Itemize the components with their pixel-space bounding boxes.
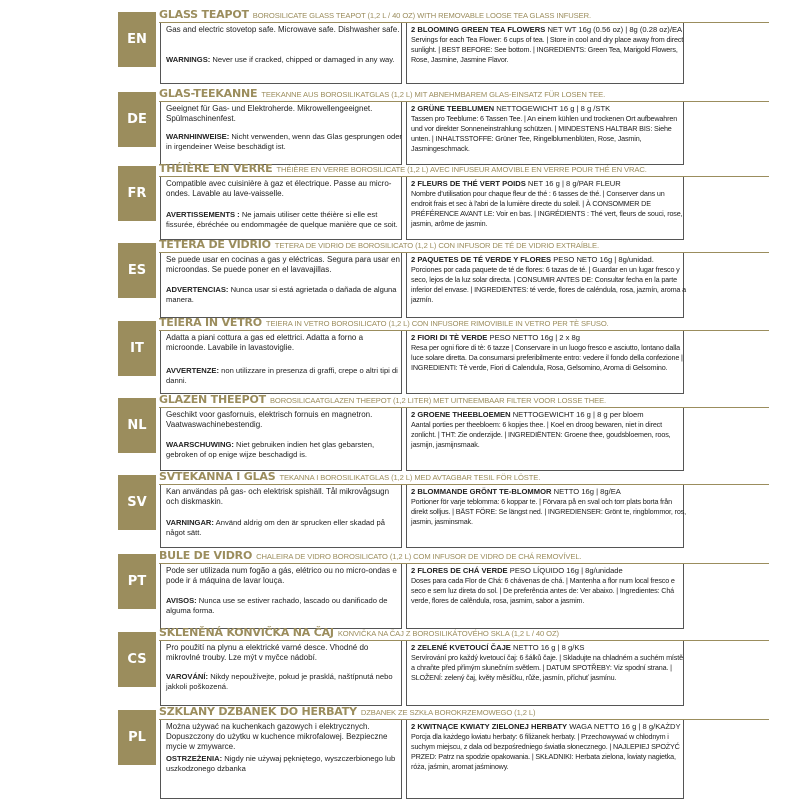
warning-text	[166, 672, 404, 692]
product-name: 2 KWITNĄCE KWIATY ZIELONEJ HERBATY	[411, 722, 568, 731]
product-title: GLAZEN THEEPOT	[159, 393, 266, 406]
warning-label: WAARSCHUWING:	[166, 440, 234, 449]
section-title	[159, 393, 769, 407]
usage-text: Kan användas på gas- och elektrisk spishäll. Tål mikrovågsugn och diskmaskin.	[166, 487, 390, 506]
warning-label: ADVERTENCIAS:	[166, 285, 229, 294]
product-details: Servírování pro každý kvetoucí čaj: 6 šálků čaje. | Skladujte na chladném a suchém místě a chraňte před přímým slunečním světlem. | DATUM SPOTŘEBY: Viz spodní strana. | SLOŽENÍ: zelený čaj, květy měsíčku, růže, jasmín, příchuť jasmínu.	[411, 653, 683, 682]
warning-label: AVERTISSEMENTS :	[166, 210, 240, 219]
language-badge: CS	[118, 632, 156, 687]
product-subtitle: TEEKANNE AUS BOROSILIKATGLAS (1,2 L) MIT ABNEHMBAREM GLAS-EINSATZ FÜR LOSEN TEE.	[261, 90, 606, 99]
usage-text: Można używać na kuchenkach gazowych i elektrycznych. Dopuszczony do użytku w kuchence mikrofalowej. Bezpieczne mycie w zmywarce.	[166, 722, 388, 751]
warning-label: AVVERTENZE:	[166, 366, 220, 375]
product-title: TEIERA IN VETRO	[159, 316, 262, 329]
section-title	[159, 316, 769, 330]
product-quantity: NET 16 g | 8 g/PAR FLEUR	[527, 179, 621, 188]
product-title: BULE DE VIDRO	[159, 549, 253, 562]
product-details: Tassen pro Teeblume: 6 Tassen Tee. | An einem kühlen und trockenen Ort aufbewahren und vor direkter Sonneneinstrahlung schützen. | MINDESTENS HALTBAR BIS: Siehe unten. | INHALTSSTOFFE: Grüner Tee, Ringelblumenblüten, Rose, Jasmin, Jasmingeschmack.	[411, 114, 678, 153]
product-name: 2 PAQUETES DE TÉ VERDE Y FLORES	[411, 255, 552, 264]
warning-label: OSTRZEŻENIA:	[166, 754, 223, 763]
warning-label: WARNINGS:	[166, 55, 211, 64]
language-badge: SV	[118, 475, 156, 530]
warning-text	[166, 440, 404, 460]
product-details: Porcja dla każdego kwiatu herbaty: 6 filiżanek herbaty. | Przechowywać w chłodnym i suchym miejscu, z dala od bezpośredniego światła słonecznego. | NAJLEPIEJ SPOŻYĆ PRZED: Patrz na spodzie opakowania. | SKŁADNIKI: Herbata zielona, kwiaty nagietka, róża, jaśmin, aromat jaśminowy.	[411, 732, 680, 771]
section-title	[159, 8, 769, 22]
product-name: 2 FIORI DI TÈ VERDE	[411, 333, 488, 342]
language-badge: NL	[118, 398, 156, 453]
usage-text: Gas and electric stovetop safe. Microwave safe. Dishwasher safe.	[166, 25, 400, 34]
product-subtitle: TEKANNA I BOROSILIKATGLAS (1,2 L) MED AVTAGBAR TESIL FÖR LÖSTE.	[279, 473, 541, 482]
usage-text: Pode ser utilizada num fogão a gás, elétrico ou no micro-ondas e pode ir á máquina de lavar louça.	[166, 566, 397, 585]
product-quantity: PESO NETO 16g | 8g/unidad.	[553, 255, 654, 264]
warning-body: Ne jamais utiliser cette théière si elle est fissurée, ébréchée ou endommagée de quelque manière que ce soit.	[166, 210, 398, 229]
product-quantity: NETTO 16 g | 8 g/KS	[513, 643, 585, 652]
product-subtitle: THÉIÈRE EN VERRE BOROSILICATE (1,2 L) AVEC INFUSEUR AMOVIBLE EN VERRE POUR THÉ EN VRAC.	[276, 165, 647, 174]
product-title: GLASS TEAPOT	[159, 8, 249, 21]
product-quantity: NETTOGEWICHT 16 g | 8 g /STK	[496, 104, 611, 113]
warning-body: Använd aldrig om den är sprucken eller skadad på något sätt.	[166, 518, 385, 537]
product-subtitle: CHALEIRA DE VIDRO BOROSILICATO (1,2 L) COM INFUSOR DE VIDRO DE CHÁ REMOVÍVEL.	[256, 552, 582, 561]
product-details: Nombre d'utilisation pour chaque fleur de thé : 6 tasses de thé. | Conserver dans un endroit frais et sec à l'abri de la lumière directe du soleil. | À CONSOMMER DE PRÉFÉRENCE AVANT LE: Voir en bas. | INGRÉDIENTS : Thé vert, fleurs de souci, rose, jasmin, arôme de jasmin.	[411, 189, 683, 228]
product-info	[411, 333, 686, 373]
product-info	[411, 104, 686, 154]
usage-text: Geeignet für Gas- und Elektroherde. Mikrowellengeeignet. Spülmaschinenfest.	[166, 104, 373, 123]
product-subtitle: DZBANEK ZE SZKŁA BOROKRZEMOWEGO (1,2 L)	[360, 708, 536, 717]
warning-label: AVISOS:	[166, 596, 197, 605]
product-name: 2 GRÜNE TEEBLUMEN	[411, 104, 495, 113]
language-badge: FR	[118, 166, 156, 221]
warning-body: Nunca usar si está agrietada o dañada de alguna manera.	[166, 285, 397, 304]
warning-body: non utilizzare in presenza di graffi, crepe o altri tipi di danni.	[166, 366, 398, 385]
warning-label: VARNINGAR:	[166, 518, 214, 527]
warning-text	[166, 55, 404, 65]
product-info	[411, 643, 686, 683]
section-title	[159, 705, 769, 719]
product-quantity: NETTO 16g | 8g/EA	[553, 487, 621, 496]
product-quantity: PESO LÍQUIDO 16g | 8g/unidade	[509, 566, 623, 575]
warning-text	[166, 132, 404, 152]
product-quantity: NETTOGEWICHT 16 g | 8 g per bloem	[512, 410, 644, 419]
product-name: 2 FLORES DE CHÁ VERDE	[411, 566, 508, 575]
product-details: Doses para cada Flor de Chá: 6 chávenas de chá. | Mantenha a flor num local fresco e seco e sem luz direta do sol. | De preferência antes de: Ver abaixo. | Ingredientes: Chá verde, flores de calêndula, rosa, jasmim, sabor a jasmim.	[411, 576, 675, 605]
warning-text	[166, 210, 404, 230]
product-details: Servings for each Tea Flower: 6 cups of tea. | Store in cool and dry place away from direct sunlight. | BEST BEFORE: See bottom. | INGREDIENTS: Green Tea, Marigold Flowers, Rose, Jasmine, Jasmine Flavor.	[411, 35, 684, 64]
language-badge: DE	[118, 92, 156, 147]
product-info	[411, 487, 686, 527]
product-details: Porciones por cada paquete de té de flores: 6 tazas de té. | Guardar en un lugar fresco y seco, lejos de la luz solar directa. | CONSUMIR ANTES DE: Consultar fecha en la parte inferior del envase. | INGREDIENTES: té verde, flores de caléndula, rosa, jazmín, aroma a jazmín.	[411, 265, 686, 304]
warning-body: Nicht verwenden, wenn das Glas gesprungen oder in irgendeiner Weise beschädigt ist.	[166, 132, 402, 151]
warning-body: Niet gebruiken indien het glas gebarsten, gebroken of op enige wijze beschadigd is.	[166, 440, 375, 459]
product-subtitle: TEIERA IN VETRO BOROSILICATO (1,2 L) CON INFUSORE RIMOVIBILE IN VETRO PER TÈ SFUSO.	[265, 319, 609, 328]
warning-text	[166, 366, 404, 386]
language-badge: PL	[118, 710, 156, 765]
product-quantity: NET WT 16g (0.56 oz) | 8g (0.28 oz)/EA	[547, 25, 683, 34]
product-subtitle: TETERA DE VIDRIO DE BOROSILICATO (1,2 L) CON INFUSOR DE TÉ DE VIDRIO EXTRAÍBLE.	[274, 241, 599, 250]
language-badge: EN	[118, 12, 156, 67]
warning-text	[166, 285, 404, 305]
warning-body: Never use if cracked, chipped or damaged in any way.	[212, 55, 395, 64]
product-info	[411, 255, 686, 305]
usage-text: Se puede usar en cocinas a gas y eléctricas. Segura para usar en microondas. Se puede poner en el lavavajillas.	[166, 255, 400, 274]
product-quantity: PESO NETTO 16g | 2 x 8g	[489, 333, 580, 342]
section-title	[159, 238, 769, 252]
usage-text: Adatta a piani cottura a gas ed elettrici. Adatta a forno a microonde. Lavabile in lavastoviglie.	[166, 333, 364, 352]
product-name: 2 BLOMMANDE GRÖNT TE-BLOMMOR	[411, 487, 552, 496]
product-info	[411, 410, 686, 450]
product-details: Resa per ogni fiore di tè: 6 tazze | Conservare in un luogo fresco e asciutto, lontano dalla luce solare diretta. Da consumarsi preferibilmente entro: vedere il fondo della confezione | INGREDIENTI: Tè verde, Fiori di Calendula, Rosa, Gelsomino, Aroma di Gelsomino.	[411, 343, 683, 372]
product-name: 2 GROENE THEEBLOEMEN	[411, 410, 511, 419]
usage-text: Geschikt voor gasfornuis, elektrisch fornuis en magnetron. Vaatwaswachinebestendig.	[166, 410, 373, 429]
product-title: SKLENĚNÁ KONVIČKA NA ČAJ	[159, 626, 334, 639]
product-info	[411, 566, 686, 606]
product-title: SVTEKANNA I GLAS	[159, 470, 276, 483]
product-name: 2 FLEURS DE THÉ VERT POIDS	[411, 179, 526, 188]
warning-text	[166, 754, 404, 774]
warning-label: VAROVÁNÍ:	[166, 672, 209, 681]
warning-body: Nikdy nepoužívejte, pokud je prasklá, naštípnutá nebo jakkoli poškozená.	[166, 672, 393, 691]
warning-body: Nigdy nie używaj pękniętego, wyszczerbionego lub uszkodzonego dzbanka	[166, 754, 396, 773]
product-name: 2 BLOOMING GREEN TEA FLOWERS	[411, 25, 546, 34]
product-title: THÉIÈRE EN VERRE	[159, 162, 273, 175]
language-badge: PT	[118, 554, 156, 609]
product-title: TETERA DE VIDRIO	[159, 238, 271, 251]
warning-text	[166, 518, 404, 538]
product-subtitle: KONVIČKA NA ČAJ Z BOROSILIKÁTOVÉHO SKLA (1,2 L / 40 OZ)	[337, 629, 559, 638]
product-name: 2 ZELENÉ KVETOUCÍ ČAJE	[411, 643, 511, 652]
warning-body: Nunca use se estiver rachado, lascado ou danificado de alguma forma.	[166, 596, 388, 615]
product-details: Portioner för varje teblomma: 6 koppar te. | Förvara på en sval och torr plats borta från direkt solljus. | BÄST FÖRE: Se längst ned. | INGREDIENSER: Grönt te, ringblommor, ros, jasmin, jasminsmak.	[411, 497, 686, 526]
product-info	[411, 179, 686, 229]
product-details: Aantal porties per theebloem: 6 kopjes thee. | Koel en droog bewaren, niet in direct zonlicht. | THT: Zie onderzijde. | INGREDIËNTEN: Groene thee, goudsbloemen, roos, jasmijn, jasmijnsmaak.	[411, 420, 671, 449]
warning-text	[166, 596, 404, 616]
product-info	[411, 722, 686, 772]
product-info	[411, 25, 686, 65]
product-title: GLAS-TEEKANNE	[159, 87, 258, 100]
section-title	[159, 87, 769, 101]
usage-text: Compatible avec cuisinière à gaz et électrique. Passe au micro-ondes. Lavable au lave-vaisselle.	[166, 179, 392, 198]
product-subtitle: BOROSILICAATGLAZEN THEEPOT (1,2 LITER) MET UITNEEMBAAR FILTER VOOR LOSSE THEE.	[269, 396, 607, 405]
language-badge: IT	[118, 321, 156, 376]
section-title	[159, 626, 769, 640]
usage-text: Pro použití na plynu a elektrické varné desce. Vhodné do mikrovlné trouby. Lze mýt v myčce nádobí.	[166, 643, 369, 662]
language-badge: ES	[118, 243, 156, 298]
product-subtitle: BOROSILICATE GLASS TEAPOT (1,2 L / 40 OZ) WITH REMOVABLE LOOSE TEA GLASS INFUSER.	[252, 11, 591, 20]
product-title: SZKLANY DZBANEK DO HERBATY	[159, 705, 357, 718]
section-title	[159, 549, 769, 563]
section-title	[159, 162, 769, 176]
warning-label: WARNHINWEISE:	[166, 132, 230, 141]
product-quantity: WAGA NETTO 16 g | 8 g/KAŻDY	[569, 722, 681, 731]
section-title	[159, 470, 769, 484]
